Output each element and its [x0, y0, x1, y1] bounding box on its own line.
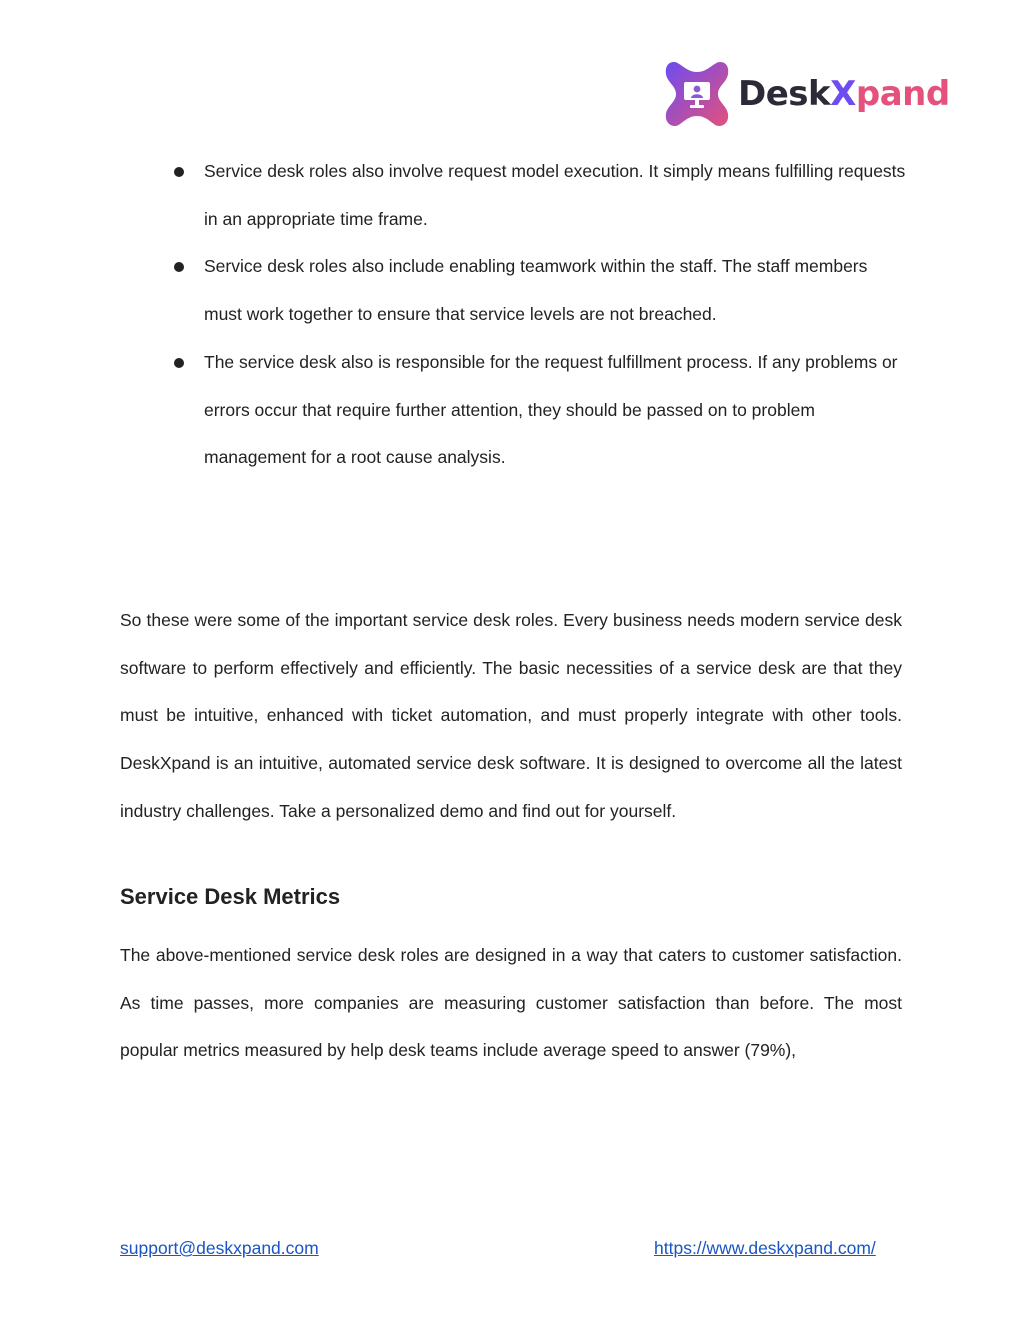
footer-website-link[interactable]: https://www.deskxpand.com/	[654, 1238, 876, 1258]
logo-text-pand: pand	[855, 74, 950, 114]
list-item	[170, 243, 910, 338]
footer-email-link[interactable]: support@deskxpand.com	[120, 1238, 319, 1258]
roles-bullet-list	[170, 148, 910, 482]
logo-wordmark	[738, 74, 950, 114]
list-item-text: Service desk roles also include enabling teamwork within the staff. The staff members must work together to ensure that service levels are not breached.	[204, 256, 868, 325]
logo-text-desk: Desk	[738, 74, 831, 114]
metrics-paragraph: The above-mentioned service desk roles are designed in a way that caters to customer satisfaction. As time passes, more companies are measuring customer satisfaction than before. The most popular metrics measured by help desk teams include average speed to answer (79%),	[120, 945, 902, 1061]
summary-paragraph: So these were some of the important service desk roles. Every business needs modern service desk software to perform effectively and efficiently. The basic necessities of a service desk are that they must be intuitive, enhanced with ticket automation, and must properly integrate with other tools. DeskXpand is an intuitive, automated service desk software. It is designed to overcome all the latest industry challenges. Take a personalized demo and find out for yourself.	[120, 610, 902, 821]
bullet-icon	[174, 358, 184, 368]
list-item-text: The service desk also is responsible for the request fulfillment process. If any problems or errors occur that require further attention, they should be passed on to problem management for a root cause analysis.	[204, 351, 898, 468]
deskxpand-logo	[664, 60, 950, 130]
bullet-icon	[174, 167, 184, 177]
list-item-text: Service desk roles also involve request model execution. It simply means fulfilling requests in an appropriate time frame.	[204, 161, 906, 229]
list-item	[170, 339, 910, 482]
bullet-icon	[174, 262, 184, 272]
list-item	[170, 148, 910, 243]
logo-mark-icon	[664, 60, 730, 128]
logo-text-x: X	[830, 74, 856, 114]
section-heading: Service Desk Metrics	[120, 884, 341, 909]
